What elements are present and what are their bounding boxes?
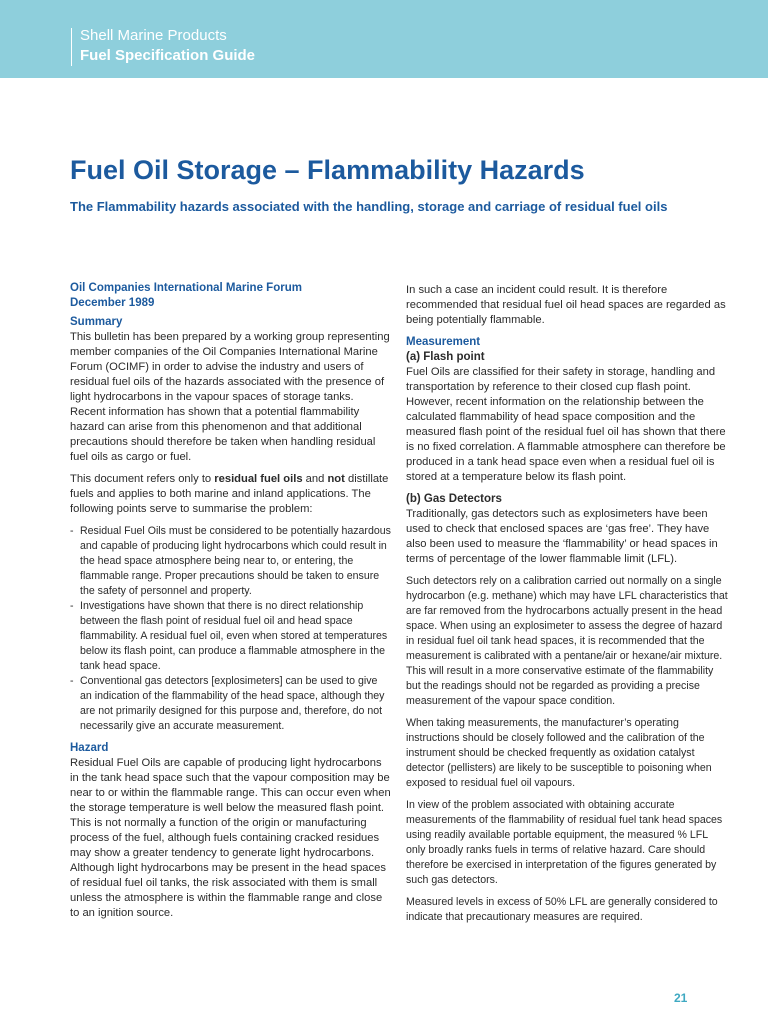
measurement-heading: Measurement	[406, 336, 481, 348]
bullet-item	[70, 524, 392, 599]
scope-paragraph	[70, 472, 392, 517]
source-org: Oil Companies International Marine Forum	[70, 282, 302, 294]
bullet-text: Residual Fuel Oils must be considered to be potentially hazardous and capable of producing light hydrocarbons which could result in the head space atmosphere being near to, or entering, the flammable range. Proper precautions should be taken to ensure the safety of personnel and property.	[80, 525, 391, 597]
bullet-text: Conventional gas detectors [explosimeters] can be used to give an indication of the flammability of the head space, although they are not primarily designed for this purpose and, therefore, do not necessarily give an accurate measurement.	[80, 675, 385, 732]
header-divider	[71, 28, 72, 66]
bullet-dash: -	[70, 600, 74, 612]
summary-bullet-list	[70, 524, 392, 734]
scope-text-pre: This document refers only to	[70, 473, 215, 485]
intro-paragraph: In such a case an incident could result. It is therefore recommended that residual fuel oil head spaces are regarded as being potentially flammable.	[406, 284, 726, 326]
right-column	[406, 283, 728, 932]
gas-detectors-paragraph-1: Traditionally, gas detectors such as explosimeters have been used to check that enclosed spaces are ‘gas free’. They have also been used to measure the ‘flammability’ or head spaces in terms of percentage of the lower flammable limit (LFL).	[406, 508, 718, 565]
gas-detectors-paragraph-4: In view of the problem associated with obtaining accurate measurements of the flammability of residual fuel tank head spaces using readily available portable equipment, the measured % LFL only broadly ranks fuels in terms of relative hazard. Care should therefore be exercised in interpretation of the figures generated by such gas detectors.	[406, 799, 723, 886]
gas-detectors-paragraph-5: Measured levels in excess of 50% LFL are generally considered to indicate that precautionary measures are required.	[406, 896, 718, 923]
flash-point-paragraph: Fuel Oils are classified for their safety in storage, handling and transportation by reference to their closed cup flash point. However, recent information on the relationship between the calculated flammability of head space composition and the measured flash point of the residual fuel oil has shown that there is no fixed correlation. A flammable atmosphere can therefore be produced in a tank head space even when a residual fuel oil is stored at a temperature below its flash point.	[406, 366, 726, 483]
bullet-item	[70, 599, 392, 674]
header-guide-title: Fuel Specification Guide	[80, 47, 256, 64]
bullet-item	[70, 674, 392, 734]
scope-text-post: distillate fuels and applies to both marine and inland applications. The following points serve to summarise the problem:	[70, 473, 389, 515]
bullet-text: Investigations have shown that there is no direct relationship between the flash point of residual fuel oil and head space flammability. A residual fuel oil, even when stored at temperatures below its flash point, can produce a flammable atmosphere in the tank head space.	[80, 600, 388, 672]
summary-paragraph: This bulletin has been prepared by a working group representing member companies of the Oil Companies International Marine Forum (OCIMF) in order to advise the industry and users of residual fuel oils of the hazards associated with the presence of light hydrocarbons in the vapour spaces of storage tanks. Recent information has shown that a potential flammability hazard can arise from this phenomenon and that additional precautions should therefore be taken when handling residual fuel oils as cargo or fuel.	[70, 331, 390, 463]
header-brand: Shell Marine Products	[80, 27, 227, 44]
gas-detectors-heading: (b) Gas Detectors	[406, 493, 502, 505]
summary-heading: Summary	[70, 316, 123, 328]
gas-detectors-paragraph-2: Such detectors rely on a calibration carried out normally on a single hydrocarbon (e.g. methane) which may have LFL characteristics that are far removed from the hydrocarbons actually present in the head space. When using an explosimeter to assess the degree of hazard in residual fuel oil tank head spaces, it is recommended that the measurement is calibrated with a pentane/air or hexane/air mixture. This will result in a more conservative estimate of the flammability but the readings should not be regarded as providing a precise measurement of the vapour space condition.	[406, 575, 728, 707]
hazard-paragraph: Residual Fuel Oils are capable of producing light hydrocarbons in the tank head space such that the vapour composition may be near to or within the flammable range. This can occur even when the storage temperature is well below the measured flash point. This is not normally a function of the origin or manufacturing process of the fuel, although fuels containing cracked residues may show a greater tendency to generate light hydrocarbons. Although light hydrocarbons may be present in the head spaces of residual fuel oil tanks, the risk associated with them is small unless the atmosphere is within the flammable range and close to an ignition source.	[70, 757, 391, 919]
bullet-dash: -	[70, 525, 74, 537]
page-title: Fuel Oil Storage – Flammability Hazards	[70, 155, 585, 185]
source-date: December 1989	[70, 297, 155, 309]
scope-bold-residual: residual fuel oils	[214, 473, 303, 485]
left-column	[70, 281, 392, 928]
scope-bold-not: not	[327, 473, 345, 485]
hazard-heading: Hazard	[70, 742, 109, 754]
scope-text-mid: and	[302, 473, 328, 485]
bullet-dash: -	[70, 675, 74, 687]
page-number: 21	[674, 991, 688, 1005]
page-subtitle: The Flammability hazards associated with the handling, storage and carriage of residual fuel oils	[70, 199, 668, 214]
flash-point-heading: (a) Flash point	[406, 351, 485, 363]
gas-detectors-paragraph-3: When taking measurements, the manufacturer’s operating instructions should be closely followed and the calibration of the instrument should be checked frequently as oxidation catalyst detector (pellisters) are likely to be susceptible to poisoning when exposed to residual fuel oil vapours.	[406, 717, 712, 789]
